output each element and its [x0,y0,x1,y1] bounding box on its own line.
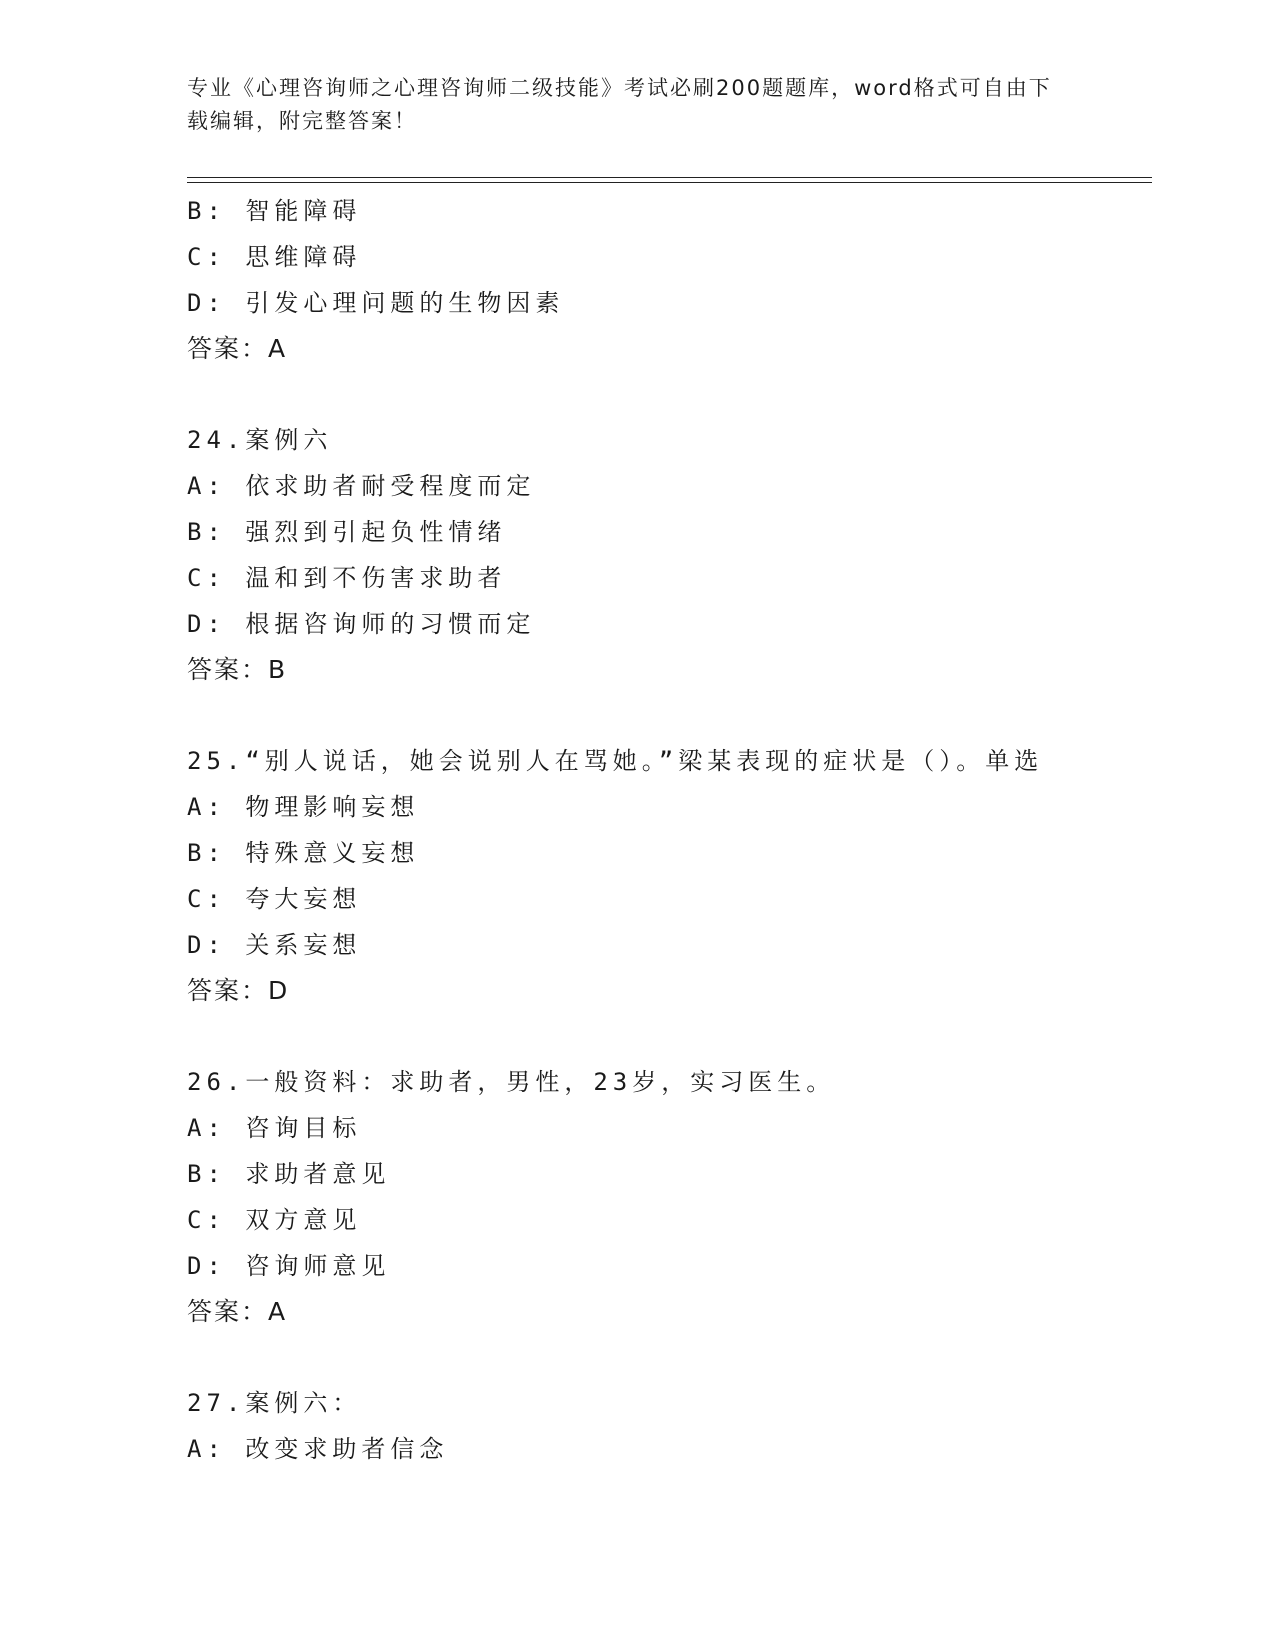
option-b: B: 强烈到引起负性情绪 [187,518,507,546]
header-divider [187,177,1152,183]
question-25 [187,738,1147,1014]
question-24 [187,417,1147,693]
option-d: D: 咨询师意见 [187,1252,391,1280]
option-d: D: 引发心理问题的生物因素 [187,289,565,317]
option-a: A: 咨询目标 [187,1114,362,1142]
option-a: A: 改变求助者信念 [187,1435,449,1463]
option-b: B: 求助者意见 [187,1160,391,1188]
option-c: C: 夸大妄想 [187,885,362,913]
partial-question [187,188,1147,372]
question-stem: 26.一般资料：求助者，男性，23岁，实习医生。 [187,1068,836,1096]
answer-line: 答案：A [187,1297,288,1326]
option-c: C: 双方意见 [187,1206,362,1234]
answer-line: 答案：B [187,655,288,684]
question-list [187,188,1147,1472]
answer-line: 答案：A [187,334,288,363]
question-27 [187,1380,1147,1472]
option-c: C: 思维障碍 [187,243,362,271]
option-a: A: 物理影响妄想 [187,793,420,821]
question-stem: 24.案例六 [187,426,333,454]
option-a: A: 依求助者耐受程度而定 [187,472,536,500]
question-stem: 27.案例六： [187,1389,362,1417]
option-c: C: 温和到不伤害求助者 [187,564,507,592]
option-d: D: 根据咨询师的习惯而定 [187,610,536,638]
option-d: D: 关系妄想 [187,931,362,959]
answer-line: 答案：D [187,976,290,1005]
document-header: 专业《心理咨询师之心理咨询师二级技能》考试必刷200题题库，word格式可自由下载编辑，附完整答案！ [187,76,1052,133]
option-b: B: 智能障碍 [187,197,362,225]
option-b: B: 特殊意义妄想 [187,839,420,867]
question-26 [187,1059,1147,1335]
question-stem: 25.“别人说话，她会说别人在骂她。”梁某表现的症状是（）。单选 [187,747,1044,775]
